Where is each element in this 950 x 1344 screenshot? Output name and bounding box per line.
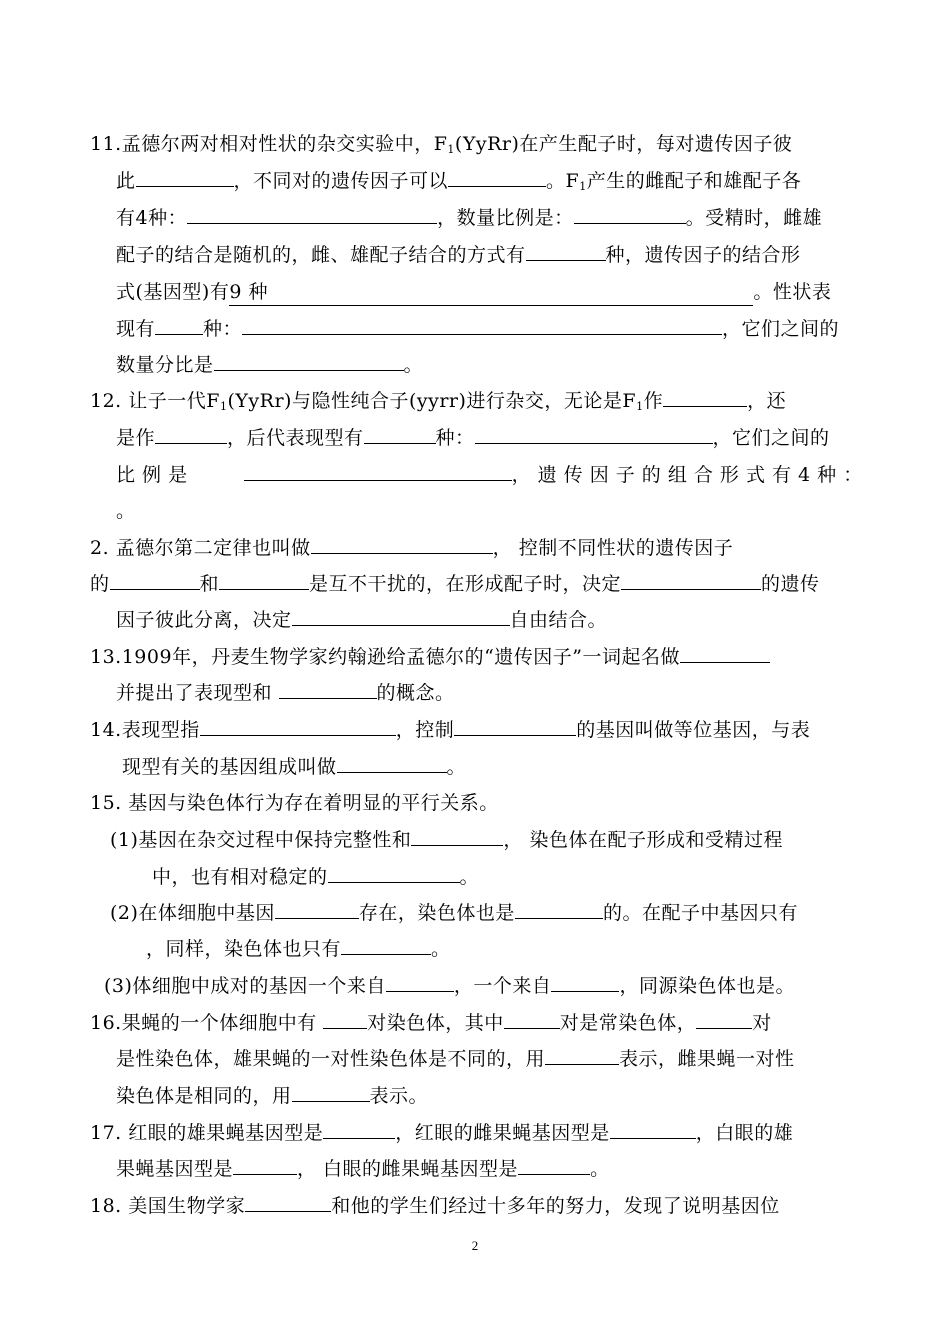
answer-blank[interactable] xyxy=(610,1120,696,1139)
q2-line-3: 因子彼此分离，决定 自由结合。 xyxy=(116,609,608,631)
answer-blank[interactable] xyxy=(364,425,436,444)
answer-blank[interactable] xyxy=(386,973,454,992)
q12-line-2: 是作 ，后代表现型有 种： ，它们之间的 xyxy=(116,427,830,449)
answer-blank[interactable] xyxy=(454,717,576,736)
q11-line-6: 现有 种： ，它们之间的 xyxy=(116,318,840,340)
q15-item1-line-1: (1)基因在杂交过程中保持完整性和 ， 染色体在配子形成和受精过程 xyxy=(110,829,783,851)
q15-item2-line-1: (2)在体细胞中基因 存在，染色体也是 的。在配子中基因只有 xyxy=(110,902,798,924)
answer-blank[interactable] xyxy=(696,1010,752,1029)
answer-blank[interactable] xyxy=(292,607,510,626)
answer-blank[interactable] xyxy=(155,425,227,444)
q11-line-1: 11.孟德尔两对相对性状的杂交实验中，$F_1(YyRr)$在产生配子时，每对遗传因子彼 xyxy=(90,133,793,156)
q15-heading: 15. 基因与染色体行为存在着明显的平行关系。 xyxy=(90,792,499,814)
q16-line-2: 是性染色体，雄果蝇的一对性染色体是不同的，用 表示，雌果蝇一对性 xyxy=(116,1048,795,1070)
answer-blank[interactable] xyxy=(475,425,713,444)
answer-blank[interactable] xyxy=(110,571,200,590)
answer-blank[interactable] xyxy=(545,1046,619,1065)
q18-line-1: 18. 美国生物学家 和他的学生们经过十多年的努力，发现了说明基因位 xyxy=(90,1195,780,1217)
answer-blank[interactable] xyxy=(328,864,460,883)
q11-line-3: 有4种： ，数量比例是： 。受精时，雌雄 xyxy=(116,207,823,229)
answer-blank[interactable] xyxy=(214,352,404,371)
answer-blank[interactable] xyxy=(526,242,606,261)
q11-line-5: 式(基因型)有9 种 。性状表 xyxy=(116,279,831,306)
answer-blank[interactable] xyxy=(219,571,309,590)
q17-line-1: 17. 红眼的雄果蝇基因型是 ，红眼的雌果蝇基因型是 ，白眼的雄 xyxy=(90,1122,794,1144)
answer-blank[interactable] xyxy=(244,462,512,481)
answer-blank[interactable] xyxy=(323,1010,367,1029)
answer-blank[interactable] xyxy=(187,205,437,224)
q13-line-2: 并提出了表现型和 的概念。 xyxy=(116,682,455,704)
answer-blank[interactable] xyxy=(680,644,770,663)
q2-line-2: 的 和 是互不干扰的，在形成配子时，决定 的遗传 xyxy=(90,573,820,595)
answer-blank[interactable] xyxy=(292,1083,370,1102)
q15-item2-line-2: ，同样，染色体也只有 。 xyxy=(146,938,451,960)
answer-blank[interactable] xyxy=(245,1193,331,1212)
q16-line-3: 染色体是相同的，用 表示。 xyxy=(116,1085,429,1107)
answer-blank[interactable] xyxy=(311,535,493,554)
q14-line-2: 现型有关的基因组成叫做 。 xyxy=(122,756,467,778)
answer-blank[interactable] xyxy=(341,936,431,955)
q14-line-1: 14.表现型指 ，控制 的基因叫做等位基因，与表 xyxy=(90,719,811,741)
q11-line-4: 配子的结合是随机的，雌、雄配子结合的方式有 种，遗传因子的结合形 xyxy=(116,244,801,266)
answer-blank[interactable] xyxy=(200,717,396,736)
answer-blank[interactable] xyxy=(136,168,234,187)
answer-blank[interactable] xyxy=(279,680,377,699)
q13-line-1: 13.1909年，丹麦生物学家约翰逊给孟德尔的“遗传因子”一词起名做 xyxy=(90,644,770,670)
q11-line-2: 此 ，不同对的遗传因子可以 。$F_1$产生的雌配子和雄配子各 xyxy=(116,170,802,193)
answer-blank[interactable] xyxy=(504,1010,560,1029)
q11-line-7: 数量分比是 。 xyxy=(116,354,424,376)
answer-blank[interactable] xyxy=(155,316,203,335)
answer-blank[interactable] xyxy=(337,754,447,773)
answer-blank[interactable] xyxy=(323,1120,395,1139)
page-number: 2 xyxy=(471,1238,479,1253)
answer-blank[interactable] xyxy=(574,205,686,224)
answer-blank[interactable] xyxy=(233,1156,297,1175)
q15-item3-line-1: (3)体细胞中成对的基因一个来自 ，一个来自 ，同源染色体也是。 xyxy=(104,975,795,997)
q12-line-1: 12. 让子一代$F_1(YyRr)$与隐性纯合子(yyrr)进行杂交，无论是$F_1$作 ，还 xyxy=(90,390,787,413)
answer-blank[interactable] xyxy=(515,900,603,919)
answer-blank[interactable] xyxy=(275,900,359,919)
answer-blank[interactable] xyxy=(448,168,546,187)
q12-line-4: 。 xyxy=(116,500,136,522)
answer-blank[interactable] xyxy=(663,388,747,407)
answer-blank[interactable] xyxy=(411,827,503,846)
q12-line-3: 比 例 是 ， 遗 传 因 子 的 组 合 形 式 有 4 种 ： xyxy=(116,464,863,486)
q16-line-1: 16.果蝇的一个体细胞中有 对染色体，其中 对是常染色体， 对 xyxy=(90,1012,772,1034)
answer-blank[interactable] xyxy=(621,571,761,590)
q2-line-1: 2. 孟德尔第二定律也叫做 ， 控制不同性状的遗传因子 xyxy=(90,537,734,559)
q15-item1-line-2: 中，也有相对稳定的 。 xyxy=(152,866,480,888)
answer-blank[interactable] xyxy=(518,1156,590,1175)
q17-line-2: 果蝇基因型是 ， 白眼的雌果蝇基因型是 。 xyxy=(116,1158,610,1180)
answer-blank[interactable] xyxy=(242,316,722,335)
answer-blank[interactable] xyxy=(551,973,619,992)
